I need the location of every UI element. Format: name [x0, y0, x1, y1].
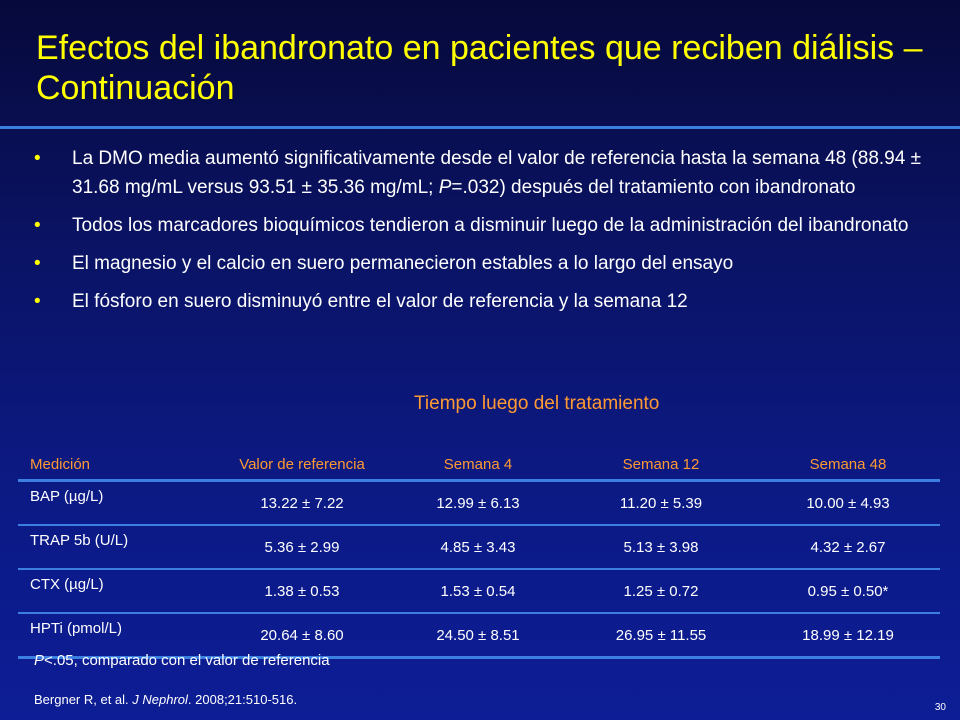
page-number: 30 — [934, 702, 946, 713]
bullet-item — [34, 144, 934, 202]
table-cell: 1.25 ± 0.72 — [566, 569, 756, 613]
table-cell: 10.00 ± 4.93 — [756, 481, 940, 526]
header-week-12: Semana 12 — [566, 420, 756, 481]
table-cell: 5.36 ± 2.99 — [214, 525, 390, 569]
table-cell: 18.99 ± 12.19 — [756, 613, 940, 658]
citation-journal: J Nephrol — [132, 692, 188, 707]
header-week-48: Semana 48 — [756, 420, 940, 481]
bullet-list — [34, 144, 934, 325]
table-caption: Tiempo luego del tratamiento — [414, 393, 660, 414]
table-cell: 4.85 ± 3.43 — [390, 525, 566, 569]
row-label: TRAP 5b (U/L) — [18, 525, 214, 569]
footnote-text: <.05, comparado con el valor de referencia — [44, 652, 330, 669]
table-cell: 24.50 ± 8.51 — [390, 613, 566, 658]
footnote-p: P — [34, 652, 45, 669]
table-row — [18, 569, 940, 613]
footnote — [34, 652, 330, 669]
table-cell: 12.99 ± 6.13 — [390, 481, 566, 526]
table-header-row — [18, 420, 940, 481]
bullet-dot: • — [34, 215, 41, 236]
bullet-text: =.032) después del tratamiento con ibandronato — [451, 177, 856, 198]
results-table — [18, 420, 940, 659]
table-row — [18, 525, 940, 569]
table-cell: 5.13 ± 3.98 — [566, 525, 756, 569]
header-baseline: Valor de referencia — [214, 420, 390, 481]
table-cell: 1.53 ± 0.54 — [390, 569, 566, 613]
header-week-4: Semana 4 — [390, 420, 566, 481]
bullet-item — [34, 287, 934, 316]
table-cell: 26.95 ± 11.55 — [566, 613, 756, 658]
citation-details: . 2008;21:510-516. — [187, 692, 298, 707]
table-cell: 20.64 ± 8.60 — [214, 613, 390, 658]
slide-title: Efectos del ibandronato en pacientes que reciben diálisis – Continuación — [36, 29, 923, 107]
bullet-text: Todos los marcadores bioquímicos tendieron a disminuir luego de la administración del ibandronato — [72, 215, 909, 236]
header-measurement: Medición — [18, 420, 214, 481]
bullet-text: El fósforo en suero disminuyó entre el valor de referencia y la semana 12 — [72, 291, 688, 312]
citation-authors: Bergner R, et al. — [34, 692, 133, 707]
table-cell: 1.38 ± 0.53 — [214, 569, 390, 613]
row-label: BAP (µg/L) — [18, 481, 214, 526]
row-label: HPTi (pmol/L) — [18, 613, 214, 658]
bullet-dot: • — [34, 291, 41, 312]
citation — [34, 692, 297, 707]
table-row — [18, 481, 940, 526]
bullet-text: La DMO media aumentó significativamente desde el valor de referencia hasta la semana 48 (88.94 ± 31.68 mg/mL versus 93.51 ± 35.36 mg/mL; — [72, 148, 922, 198]
table-cell: 13.22 ± 7.22 — [214, 481, 390, 526]
bullet-dot: • — [34, 253, 41, 274]
bullet-dot: • — [34, 148, 41, 169]
table-cell: 0.95 ± 0.50* — [756, 569, 940, 613]
bullet-text: El magnesio y el calcio en suero permanecieron estables a lo largo del ensayo — [72, 253, 734, 274]
table-cell: 4.32 ± 2.67 — [756, 525, 940, 569]
bullet-item — [34, 249, 934, 278]
bullet-text-italic: P — [438, 177, 452, 198]
table-cell: 11.20 ± 5.39 — [566, 481, 756, 526]
bullet-item — [34, 211, 934, 240]
table-row — [18, 613, 940, 658]
row-label: CTX (µg/L) — [18, 569, 214, 613]
title-divider — [0, 126, 960, 129]
